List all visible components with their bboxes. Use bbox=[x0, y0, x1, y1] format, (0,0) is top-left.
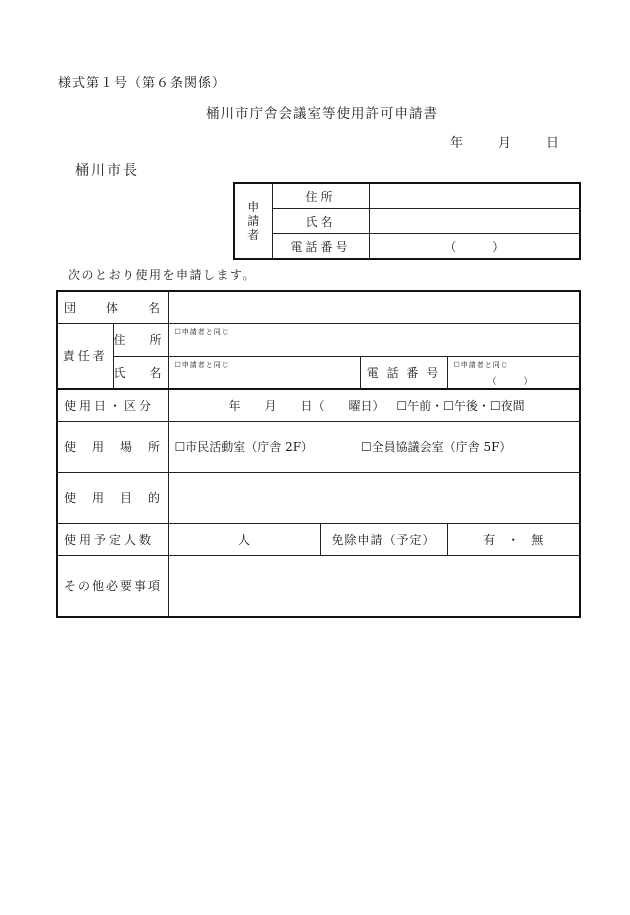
form-number: 様式第１号（第６条関係） bbox=[58, 76, 227, 91]
exemption-label: 免除申請（予定） bbox=[320, 523, 447, 555]
responsible-phone-field[interactable] bbox=[447, 356, 580, 389]
date-month-label: 月 bbox=[498, 136, 512, 151]
usage-date-label: 使用日・区分 bbox=[57, 389, 168, 421]
same-as-applicant-checkbox[interactable]: ☐申請者と同じ bbox=[174, 360, 230, 369]
applicant-phone-paren: （ ） bbox=[444, 239, 505, 254]
usage-place-field[interactable] bbox=[168, 421, 580, 472]
side-char-3: 者 bbox=[247, 228, 260, 242]
applicant-name-label: 氏名 bbox=[272, 209, 369, 234]
responsible-name-label: 氏 名 bbox=[113, 356, 168, 389]
applicant-name-field[interactable] bbox=[369, 209, 580, 234]
usage-purpose-label: 使 用 目 的 bbox=[57, 472, 168, 523]
side-char-2: 請 bbox=[247, 214, 260, 228]
applicant-address-label: 住所 bbox=[272, 183, 369, 209]
place-option-council-room[interactable]: ☐全員協議会室（庁舎 5F） bbox=[360, 440, 512, 454]
applicant-side-label bbox=[234, 183, 272, 259]
responsible-name-field[interactable] bbox=[168, 356, 360, 389]
responsible-address-field[interactable] bbox=[168, 323, 580, 356]
usage-table bbox=[56, 290, 581, 618]
usage-place-label: 使 用 場 所 bbox=[57, 421, 168, 472]
exemption-choice[interactable]: 有 ・ 無 bbox=[447, 523, 580, 555]
responsible-label: 責任者 bbox=[57, 323, 113, 389]
people-unit: 人 bbox=[238, 532, 251, 547]
org-name-field[interactable] bbox=[168, 291, 580, 323]
addressee: 桶川市長 bbox=[75, 163, 139, 179]
responsible-phone-label: 電 話 番 号 bbox=[360, 356, 447, 389]
applicant-address-field[interactable] bbox=[369, 183, 580, 209]
side-char-1: 申 bbox=[247, 200, 260, 214]
time-slot-checkboxes[interactable]: ☐午前・☐午後・☐夜間 bbox=[396, 398, 525, 413]
date-day-label: 日 bbox=[546, 136, 560, 151]
responsible-phone-paren: （ ） bbox=[487, 376, 533, 387]
people-count-label: 使用予定人数 bbox=[57, 523, 168, 555]
same-as-applicant-checkbox[interactable]: ☐申請者と同じ bbox=[453, 360, 509, 369]
place-option-citizen-room[interactable]: ☐市民活動室（庁舎 2F） bbox=[174, 440, 314, 454]
usage-purpose-field[interactable] bbox=[168, 472, 580, 523]
applicant-phone-field[interactable] bbox=[369, 234, 580, 260]
people-count-field[interactable] bbox=[168, 523, 320, 555]
other-matters-field[interactable] bbox=[168, 555, 580, 617]
responsible-address-label: 住 所 bbox=[113, 323, 168, 356]
org-name-label: 団 体 名 bbox=[57, 291, 168, 323]
applicant-phone-label: 電話番号 bbox=[272, 234, 369, 260]
other-matters-label: その他必要事項 bbox=[57, 555, 168, 617]
document-title: 桶川市庁舎会議室等使用許可申請書 bbox=[206, 106, 438, 122]
usage-date-field[interactable] bbox=[168, 389, 580, 421]
usage-date-value: 年 月 日（ 曜日） bbox=[228, 398, 385, 413]
intro-text: 次のとおり使用を申請します。 bbox=[68, 268, 257, 282]
applicant-table bbox=[233, 182, 581, 260]
same-as-applicant-checkbox[interactable]: ☐申請者と同じ bbox=[174, 327, 230, 336]
date-year-label: 年 bbox=[450, 136, 464, 151]
